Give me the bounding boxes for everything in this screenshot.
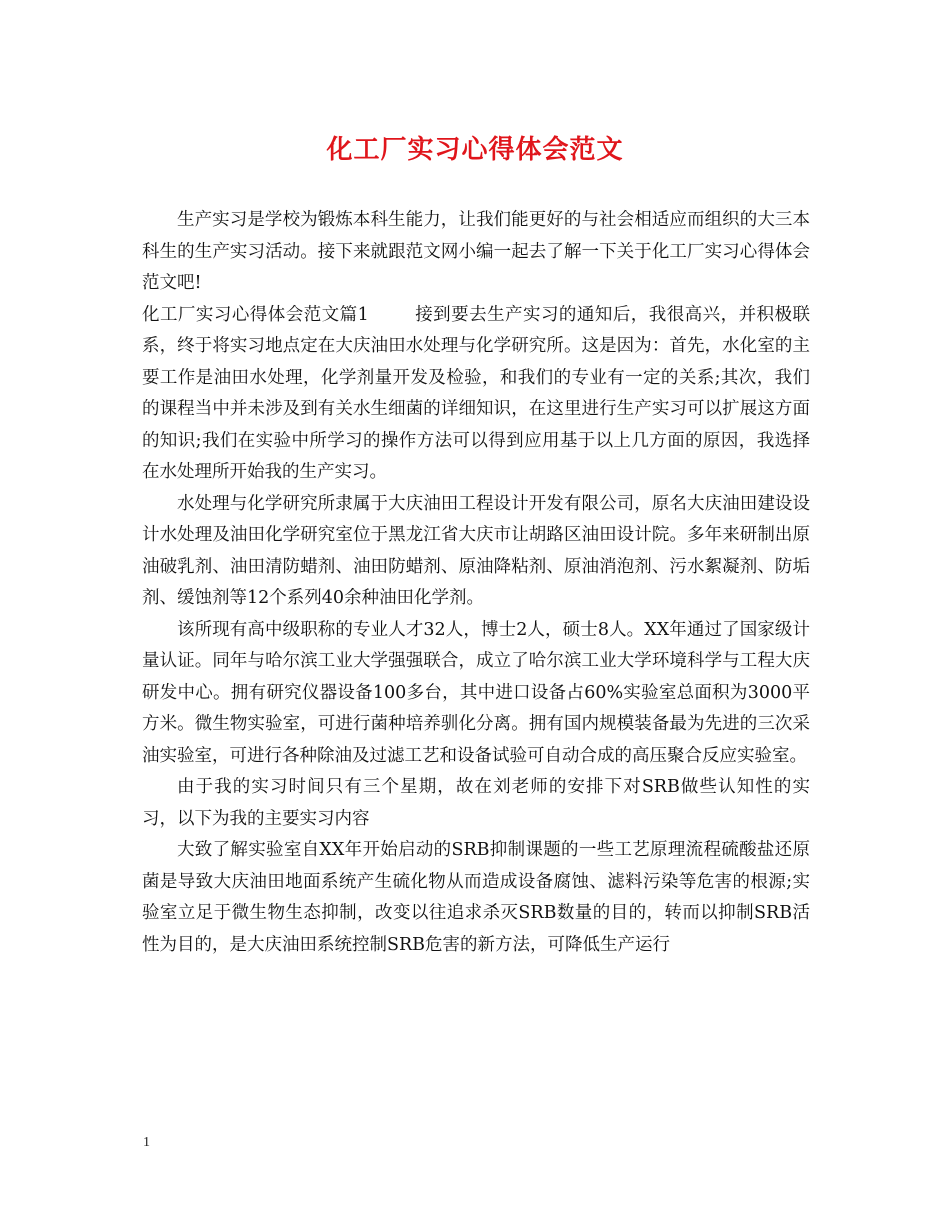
body-paragraph: 由于我的实习时间只有三个星期，故在刘老师的安排下对SRB做些认知性的实习，以下为我的主要实习内容 (142, 777, 810, 829)
body-paragraph: 水处理与化学研究所隶属于大庆油田工程设计开发有限公司，原名大庆油田建设设计水处理及油田化学研究室位于黑龙江省大庆市让胡路区油田设计院。多年来研制出原油破乳剂、油田清防蜡剂、油田防蜡剂、原油降粘剂、原油消泡剂、污水絮凝剂、防垢剂、缓蚀剂等12个系列40余种油田化学剂。 (142, 493, 810, 608)
section-heading: 化工厂实习心得体会范文篇1 (142, 304, 369, 325)
section-first-paragraph (142, 300, 810, 489)
section-first-text: 接到要去生产实习的通知后，我很高兴，并积极联系，终于将实习地点定在大庆油田水处理与化学研究所。这是因为：首先，水化室的主要工作是油田水处理，化学剂量开发及检验，和我们的专业有一定的关系;其次，我们的课程当中并未涉及到有关水生细菌的详细知识，在这里进行生产实习可以扩展这方面的知识;我们在实验中所学习的操作方法可以得到应用基于以上几方面的原因，我选择在水处理所开始我的生产实习。 (142, 304, 810, 482)
body-paragraph: 大致了解实验室自XX年开始启动的SRB抑制课题的一些工艺原理流程硫酸盐还原菌是导致大庆油田地面系统产生硫化物从而造成设备腐蚀、滤料污染等危害的根源;实验室立足于微生物生态抑制，改变以往追求杀灭SRB数量的目的，转而以抑制SRB活性为目的，是大庆油田系统控制SRB危害的新方法，可降低生产运行 (142, 840, 810, 955)
body-paragraph: 该所现有高中级职称的专业人才32人，博士2人，硕士8人。XX年通过了国家级计量认证。同年与哈尔滨工业大学强强联合，成立了哈尔滨工业大学环境科学与工程大庆研发中心。拥有研究仪器设备100多台，其中进口设备占60%实验室总面积为3000平方米。微生物实验室，可进行菌种培养驯化分离。拥有国内规模装备最为先进的三次采油实验室，可进行各种除油及过滤工艺和设备试验可自动合成的高压聚合反应实验室。 (142, 619, 810, 766)
page-number: 1 (143, 1135, 150, 1150)
document-title: 化工厂实习心得体会范文 (326, 135, 624, 165)
document-body (142, 205, 810, 961)
intro-paragraph: 生产实习是学校为锻炼本科生能力，让我们能更好的与社会相适应而组织的大三本科生的生产实习活动。接下来就跟范文网小编一起去了解一下关于化工厂实习心得体会范文吧! (142, 210, 810, 293)
